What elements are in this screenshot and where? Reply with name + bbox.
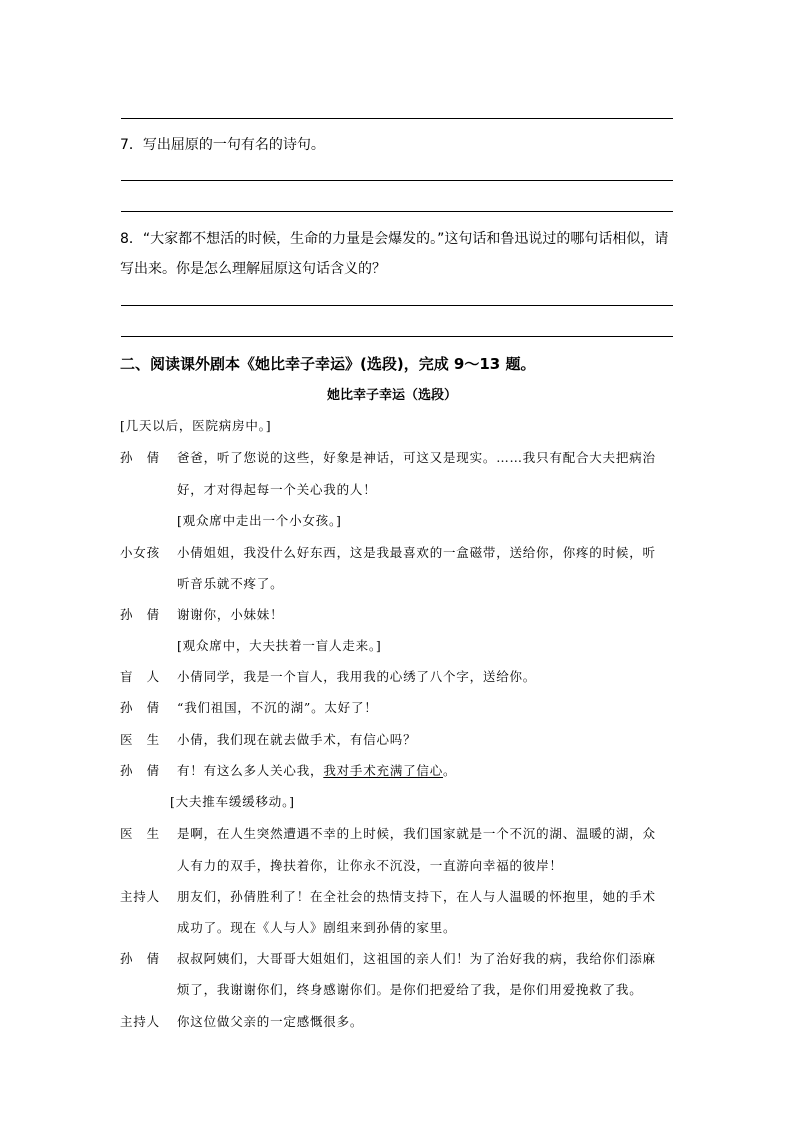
stage-direction: [大夫推车缓缓移动。] [170,794,295,809]
dialogue-line: 你这位做父亲的一定感慨很多。 [177,1014,364,1029]
stage-direction: [观众席中走出一个小女孩。] [177,513,342,528]
dialogue-line: 爸爸，听了您说的这些，好象是神话，可这又是现实。……我只有配合大夫把病治 [177,450,656,465]
speaker-name: 孙 倩 [120,763,160,778]
stage-direction: [几天以后，医院病房中。] [120,418,272,433]
dialogue-line: 好，才对得起每一个关心我的人！ [177,482,377,497]
speaker-name: 孙 倩 [120,951,160,966]
question-8-line-2: 写出来。你是怎么理解屈原这句话含义的？ [120,261,386,277]
dialogue-line: 人有力的双手，搀扶着你，让你永不沉没，一直游向幸福的彼岸！ [177,858,563,873]
underlined-sentence: 我对手术充满了信心 [323,763,444,778]
dialogue-line: 朋友们，孙倩胜利了！在全社会的热情支持下，在人与人温暖的怀抱里，她的手术 [177,889,656,904]
speaker-name: 主持人 [120,1014,160,1029]
dialogue-line: 谢谢你，小妹妹！ [177,607,284,622]
section-heading: 二、阅读课外剧本《她比幸子幸运》(选段)，完成 9～13 题。 [120,355,536,373]
answer-line [121,118,673,119]
speaker-name: 医 生 [120,826,160,841]
dialogue-line: 小倩，我们现在就去做手术，有信心吗？ [177,732,417,747]
question-7: 7．写出屈原的一句有名的诗句。 [120,137,325,153]
answer-line [121,211,673,212]
answer-line [121,336,673,337]
dialogue-text: 。 [443,763,457,778]
dialogue-line: “我们祖国，不沉的湖”。太好了！ [177,700,378,715]
speaker-name: 孙 倩 [120,700,160,715]
speaker-name: 盲 人 [120,669,160,684]
answer-line [121,305,673,306]
dialogue-line: 是啊，在人生突然遭遇不幸的上时候，我们国家就是一个不沉的湖、温暖的湖，众 [177,826,656,841]
dialogue-text: 有！有这么多人关心我， [177,763,324,778]
question-8-line-1: 8．“大家都不想活的时候，生命的力量是会爆发的。”这句话和鲁迅说过的哪句话相似，请 [120,231,669,247]
speaker-name: 主持人 [120,889,160,904]
dialogue-line: 小倩姐姐，我没什么好东西，这是我最喜欢的一盒磁带，送给你，你疼的时候，听 [177,545,656,560]
speaker-name: 孙 倩 [120,607,160,622]
speaker-name: 小女孩 [120,545,160,560]
answer-line [121,180,673,181]
speaker-name: 孙 倩 [120,450,160,465]
dialogue-line: 小倩同学，我是一个盲人，我用我的心绣了八个字，送给你。 [177,669,537,684]
dialogue-line [177,761,456,779]
speaker-name: 医 生 [120,732,160,747]
passage-title: 她比幸子幸运（选段） [327,388,458,403]
dialogue-line: 叔叔阿姨们，大哥哥大姐姐们，这祖国的亲人们！为了治好我的病，我给你们添麻 [177,951,656,966]
stage-direction: [观众席中，大夫扶着一盲人走来。] [177,638,382,653]
dialogue-line: 成功了。现在《人与人》剧组来到孙倩的家里。 [177,920,457,935]
dialogue-line: 听音乐就不疼了。 [177,576,284,591]
dialogue-line: 烦了，我谢谢你们，终身感谢你们。是你们把爱给了我，是你们用爱挽救了我。 [177,982,643,997]
